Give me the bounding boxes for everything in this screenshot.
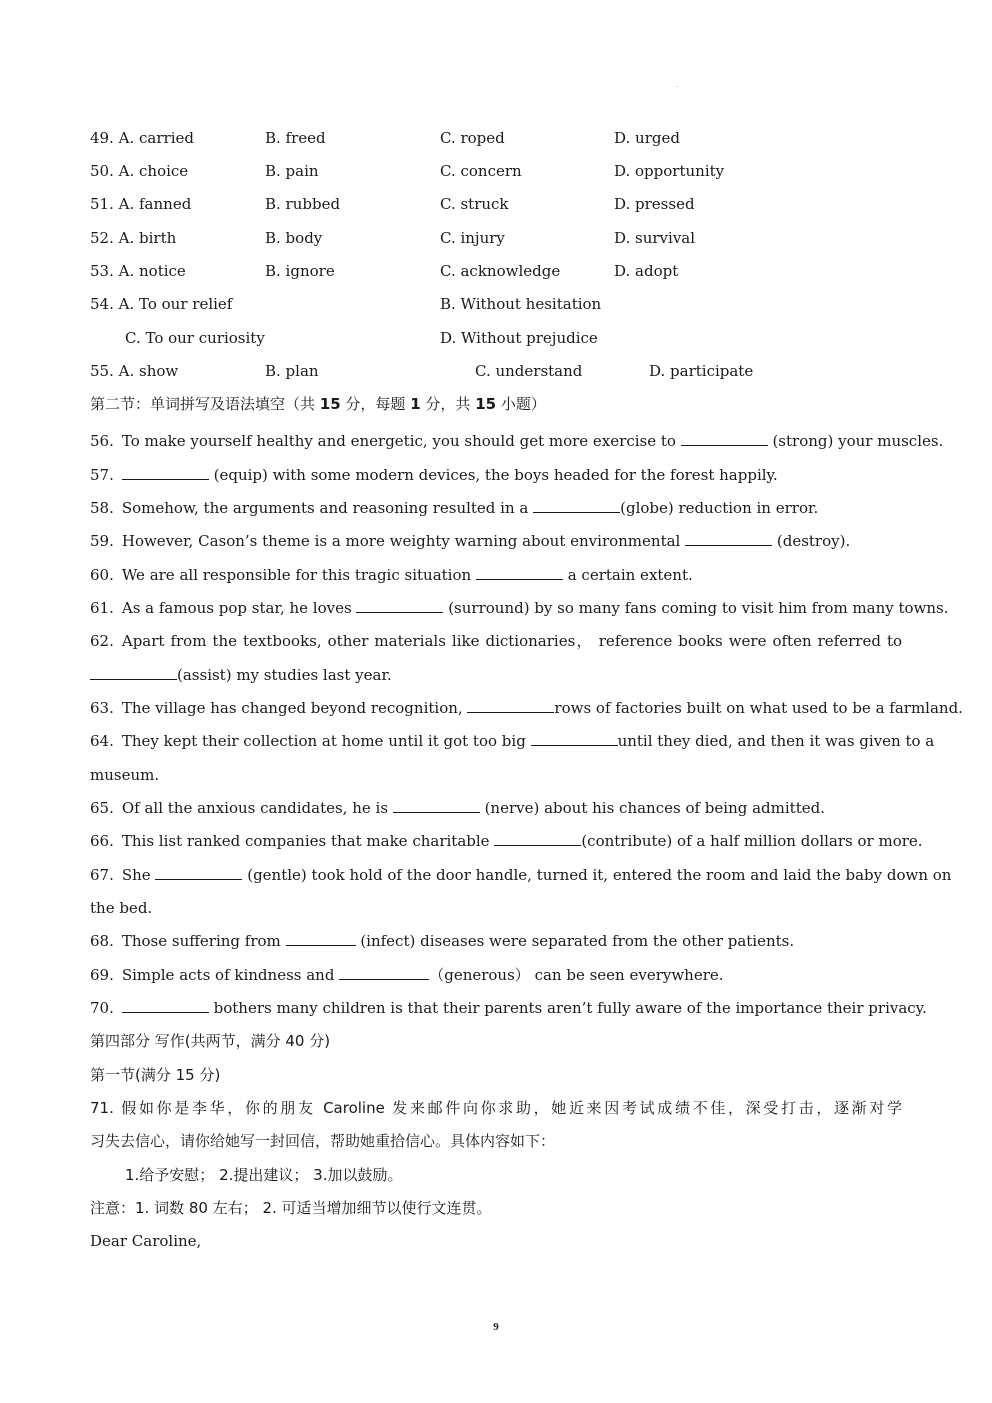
q71-note: 注意：1. 词数 80 左右； 2. 可适当增加细节以使行文连贯。 (90, 1199, 492, 1217)
q71-prompt-line1: 71. 假如你是李华，你的朋友 Caroline 发来邮件向你求助，她近来因考试成绩不佳，深受打击，逐渐对学 (90, 1099, 902, 1117)
q55-a: 55. A. show (90, 362, 179, 380)
answer-blank (286, 931, 356, 946)
part4-heading: 第四部分 写作(共两节，满分 40 分) (90, 1032, 331, 1050)
q55-b: B. plan (265, 362, 319, 380)
scan-dot: . (676, 80, 679, 89)
fill-question-60: 60. We are all responsible for this tragic situation a certain extent. (90, 566, 693, 584)
q50-c: C. concern (440, 162, 522, 180)
answer-blank (494, 831, 581, 846)
section2-heading: 第二节：单词拼写及语法填空（共 15 分，每题 1 分，共 15 小题） (90, 395, 546, 413)
fill-question-68: 68. Those suffering from (infect) diseases were separated from the other patients. (90, 932, 795, 950)
fill-question-63: 63. The village has changed beyond recognition, rows of factories built on what used to be a farmland. (90, 699, 963, 717)
answer-blank (339, 965, 429, 980)
letter-salutation: Dear Caroline, (90, 1232, 202, 1250)
q55-c: C. understand (475, 362, 583, 380)
q50-d: D. opportunity (614, 162, 725, 180)
answer-blank (476, 565, 563, 580)
answer-blank (681, 431, 768, 446)
part4-section1-heading: 第一节(满分 15 分) (90, 1066, 221, 1084)
q54-b: B. Without hesitation (440, 295, 602, 313)
fill-question-59: 59. However, Cason’s theme is a more weighty warning about environmental (destroy). (90, 532, 851, 550)
q52-b: B. body (265, 229, 323, 247)
q53-b: B. ignore (265, 262, 335, 280)
q54-a: 54. A. To our relief (90, 295, 233, 313)
answer-blank (155, 865, 242, 880)
fill-question-62-line1: 62. Apart from the textbooks, other materials like dictionaries， reference books were often referred to (90, 632, 902, 650)
q51-d: D. pressed (614, 195, 695, 213)
q49-c: C. roped (440, 129, 505, 147)
q49-b: B. freed (265, 129, 326, 147)
fill-question-69: 69. Simple acts of kindness and （generous） can be seen everywhere. (90, 966, 724, 984)
answer-blank (122, 998, 209, 1013)
answer-blank (533, 498, 620, 513)
q52-c: C. injury (440, 229, 505, 247)
answer-blank (356, 598, 443, 613)
q51-b: B. rubbed (265, 195, 341, 213)
q50-a: 50. A. choice (90, 162, 189, 180)
q54-d: D. Without prejudice (440, 329, 598, 347)
q71-prompt-line2: 习失去信心，请你给她写一封回信，帮助她重拾信心。具体内容如下： (90, 1132, 556, 1150)
fill-question-57: 57. (equip) with some modern devices, the boys headed for the forest happily. (90, 466, 778, 484)
fill-question-67-line2: the bed. (90, 899, 153, 917)
q52-a: 52. A. birth (90, 229, 177, 247)
q49-a: 49. A. carried (90, 129, 194, 147)
q71-points: 1.给予安慰； 2.提出建议； 3.加以鼓励。 (125, 1166, 403, 1184)
q52-d: D. survival (614, 229, 696, 247)
q54-c: C. To our curiosity (125, 329, 265, 347)
fill-question-64-line1: 64. They kept their collection at home until it got too big until they died, and then it was given to a (90, 732, 935, 750)
answer-blank (531, 731, 618, 746)
answer-blank (122, 465, 209, 480)
fill-question-67-line1: 67. She (gentle) took hold of the door handle, turned it, entered the room and laid the baby down on (90, 866, 952, 884)
fill-question-61: 61. As a famous pop star, he loves (surround) by so many fans coming to visit him from many towns. (90, 599, 949, 617)
answer-blank (90, 665, 177, 680)
fill-question-70: 70. bothers many children is that their parents aren’t fully aware of the importance their privacy. (90, 999, 927, 1017)
page-number: 9 (493, 1321, 499, 1333)
q49-d: D. urged (614, 129, 680, 147)
q51-a: 51. A. fanned (90, 195, 192, 213)
q53-c: C. acknowledge (440, 262, 561, 280)
fill-question-62-line2: (assist) my studies last year. (90, 665, 902, 685)
fill-question-65: 65. Of all the anxious candidates, he is (nerve) about his chances of being admitted. (90, 799, 825, 817)
q55-d: D. participate (649, 362, 754, 380)
answer-blank (685, 531, 772, 546)
q53-d: D. adopt (614, 262, 679, 280)
fill-question-56: 56. To make yourself healthy and energetic, you should get more exercise to (strong) your muscles. (90, 432, 944, 450)
fill-question-58: 58. Somehow, the arguments and reasoning resulted in a (globe) reduction in error. (90, 499, 819, 517)
q51-c: C. struck (440, 195, 509, 213)
fill-question-64-line2: museum. (90, 766, 160, 784)
answer-blank (393, 798, 480, 813)
q53-a: 53. A. notice (90, 262, 186, 280)
fill-question-66: 66. This list ranked companies that make charitable (contribute) of a half million dollars or more. (90, 832, 923, 850)
answer-blank (467, 698, 554, 713)
q50-b: B. pain (265, 162, 319, 180)
